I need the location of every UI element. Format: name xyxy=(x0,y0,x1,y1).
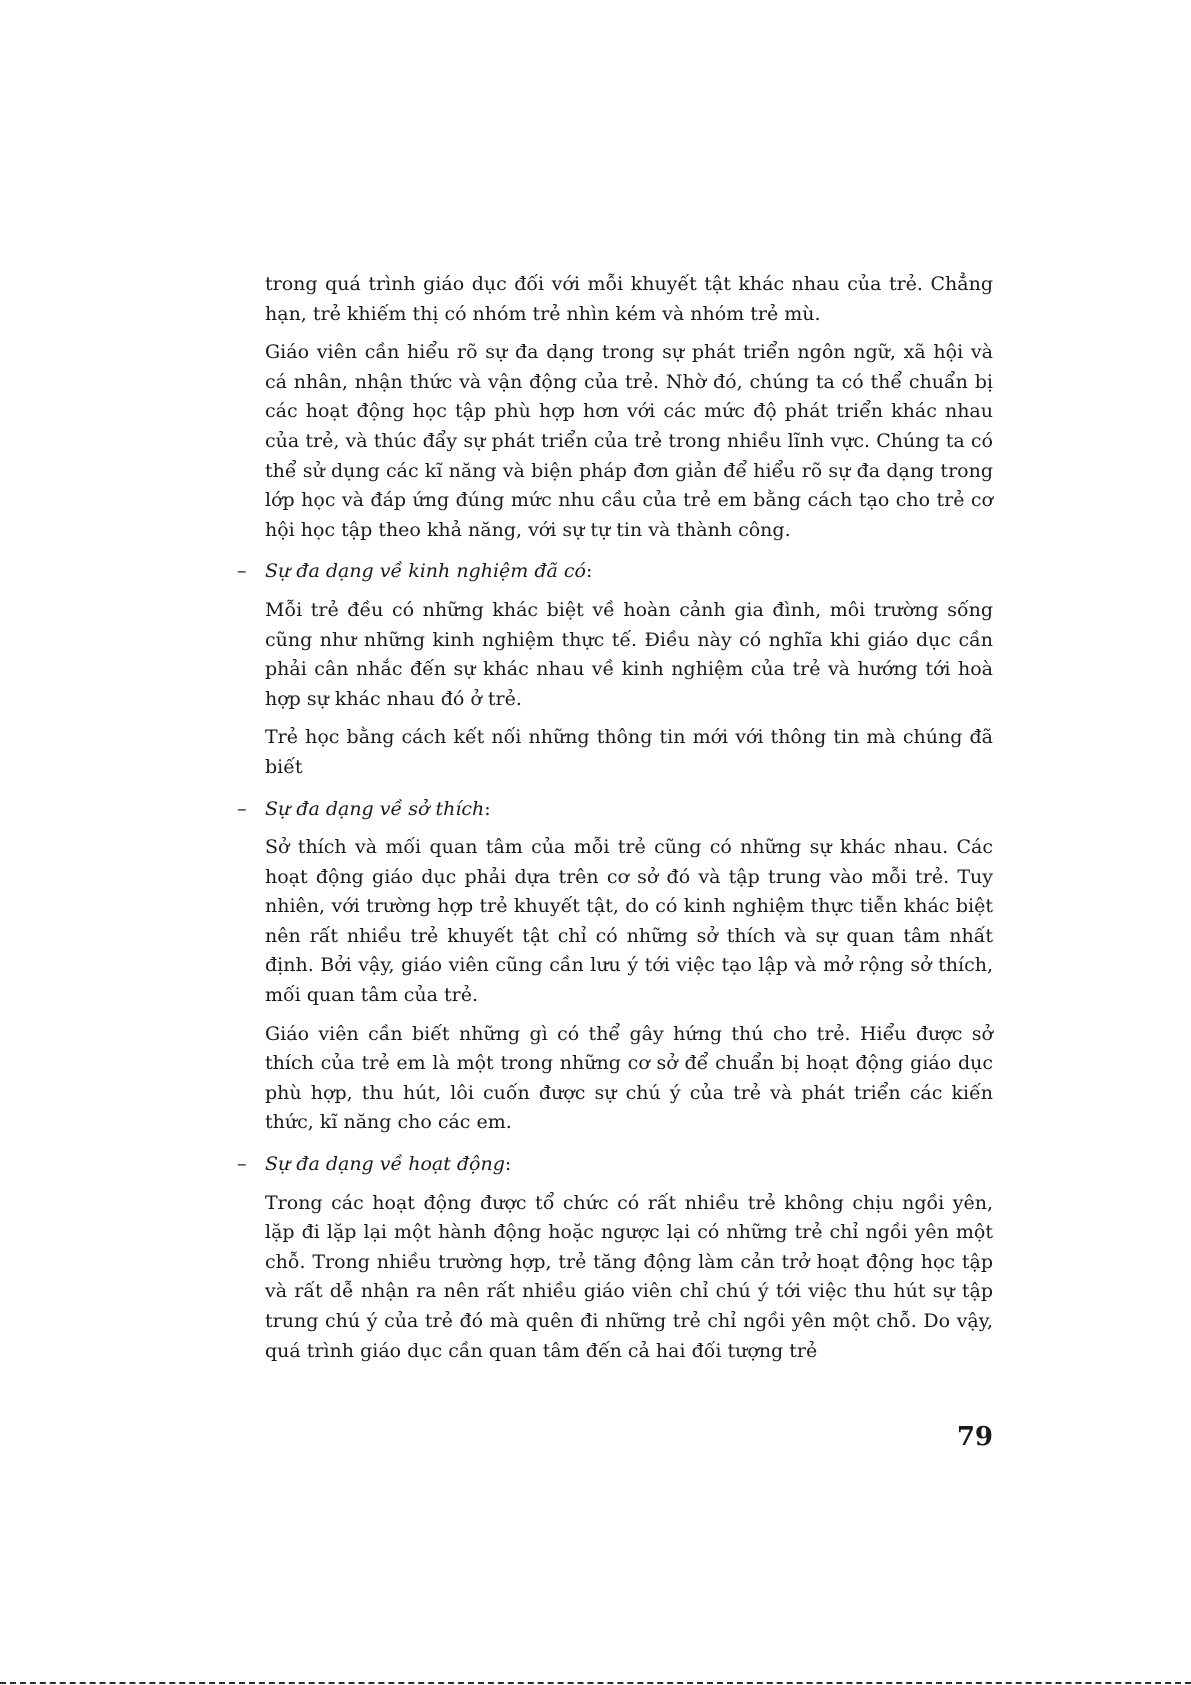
paragraph-experience-2: Trẻ học bằng cách kết nối những thông tin mới với thông tin mà chúng đã biết xyxy=(265,726,993,778)
item-heading-colon: : xyxy=(504,1153,512,1176)
dash-bullet: – xyxy=(237,797,247,820)
paragraph-diversity-development: Giáo viên cần hiểu rõ sự đa dạng trong sự phát triển ngôn ngữ, xã hội và cá nhân, nhận thức và vận động của trẻ. Nhờ đó, chúng ta có thể chuẩn bị các hoạt động học tập phù hợp hơn với các mức độ phát triển khác nhau của trẻ, và thúc đẩy sự phát triển của trẻ trong nhiều lĩnh vực. Chúng ta có thể sử dụng các kĩ năng và biện pháp đơn giản để hiểu rõ sự đa dạng trong lớp học và đáp ứng đúng mức nhu cầu của trẻ em bằng cách tạo cho trẻ cơ hội học tập theo khả năng, với sự tự tin và thành công. xyxy=(265,341,993,541)
list-item-activity xyxy=(237,1150,993,1180)
paragraph-activity-1: Trong các hoạt động được tổ chức có rất nhiều trẻ không chịu ngồi yên, lặp đi lặp lại một hành động hoặc ngược lại có những trẻ chỉ ngồi yên một chỗ. Trong nhiều trường hợp, trẻ tăng động làm cản trở hoạt động học tập và rất dễ nhận ra nên rất nhiều giáo viên chỉ chú ý tới việc thu hút sự tập trung chú ý của trẻ đó mà quên đi những trẻ chỉ ngồi yên một chỗ. Do vậy, quá trình giáo dục cần quan tâm đến cả hai đối tượng trẻ xyxy=(265,1191,993,1362)
item-heading: Sự đa dạng về sở thích xyxy=(265,797,485,820)
paragraph-interests-1: Sở thích và mối quan tâm của mỗi trẻ cũng có những sự khác nhau. Các hoạt động giáo dục phải dựa trên cơ sở đó và tập trung vào mỗi trẻ. Tuy nhiên, với trường hợp trẻ khuyết tật, do có kinh nghiệm thực tiễn khác biệt nên rất nhiều trẻ khuyết tật chỉ có những sở thích và sự quan tâm nhất định. Bởi vậy, giáo viên cũng cần lưu ý tới việc tạo lập và mở rộng sở thích, mối quan tâm của trẻ. xyxy=(265,836,993,1007)
item-heading: Sự đa dạng về hoạt động xyxy=(265,1153,505,1176)
paragraph-continued: trong quá trình giáo dục đối với mỗi khuyết tật khác nhau của trẻ. Chẳng hạn, trẻ khiếm thị có nhóm trẻ nhìn kém và nhóm trẻ mù. xyxy=(265,273,993,325)
dash-bullet: – xyxy=(237,1153,247,1176)
list-item-interests xyxy=(237,795,993,825)
item-heading-colon: : xyxy=(585,560,593,583)
dash-bullet: – xyxy=(237,560,247,583)
body-text xyxy=(237,270,993,1366)
paragraph-interests-2: Giáo viên cần biết những gì có thể gây hứng thú cho trẻ. Hiểu được sở thích của trẻ em là một trong những cơ sở để chuẩn bị hoạt động giáo dục phù hợp, thu hút, lôi cuốn được sự chú ý của trẻ và phát triển các kiến thức, kĩ năng cho các em. xyxy=(265,1022,993,1134)
item-heading-colon: : xyxy=(484,797,491,820)
item-heading: Sự đa dạng về kinh nghiệm đã có xyxy=(265,560,586,583)
list-item-experience xyxy=(237,557,993,587)
paragraph-experience-1: Mỗi trẻ đều có những khác biệt về hoàn cảnh gia đình, môi trường sống cũng như những kinh nghiệm thực tế. Điều này có nghĩa khi giáo dục cần phải cân nhắc đến sự khác nhau về kinh nghiệm của trẻ và hướng tới hoà hợp sự khác nhau đó ở trẻ. xyxy=(265,598,993,710)
page-number: 79 xyxy=(956,1422,993,1452)
